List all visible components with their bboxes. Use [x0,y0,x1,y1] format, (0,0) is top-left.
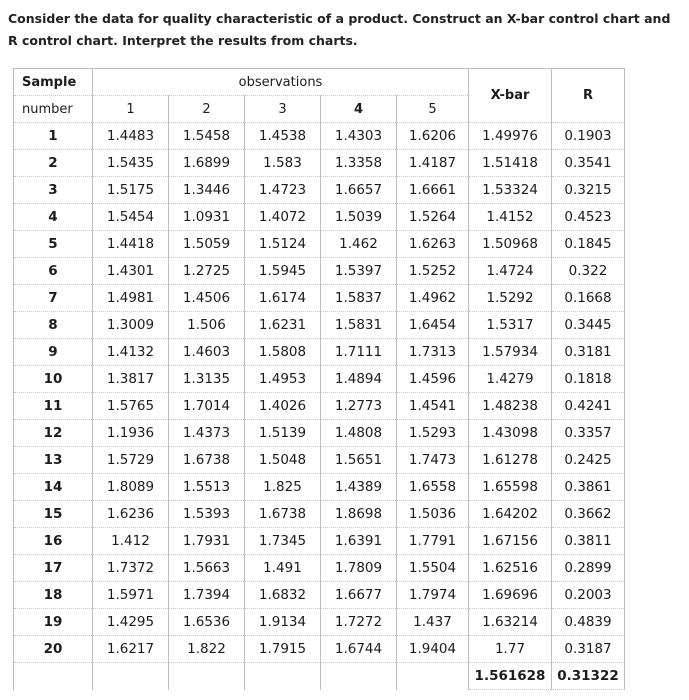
observation-cell: 1.6454 [397,312,469,339]
table-row [14,501,625,528]
observation-cell: 1.7915 [245,636,321,663]
sample-number-cell: 1 [14,123,93,150]
observation-cell: 1.5729 [93,447,169,474]
table-row [14,177,625,204]
observation-cell: 1.7111 [321,339,397,366]
table-row [14,528,625,555]
observation-cell: 1.6899 [169,150,245,177]
xbar-cell: 1.62516 [469,555,552,582]
sample-number-cell: 12 [14,420,93,447]
range-cell: 0.3541 [552,150,625,177]
observation-cell: 1.4981 [93,285,169,312]
observation-cell: 1.6236 [93,501,169,528]
r-header: R [552,69,625,123]
range-cell: 0.3187 [552,636,625,663]
observation-cell: 1.2773 [321,393,397,420]
observation-cell: 1.3817 [93,366,169,393]
observation-cell: 1.5837 [321,285,397,312]
observation-cell: 1.0931 [169,204,245,231]
table-row [14,447,625,474]
observation-cell: 1.4373 [169,420,245,447]
observation-cell: 1.3358 [321,150,397,177]
sample-number-cell: 18 [14,582,93,609]
xbar-cell: 1.53324 [469,177,552,204]
header-row-1 [14,69,625,96]
sample-number-cell: 7 [14,285,93,312]
empty-cell [169,663,245,690]
question-text: Consider the data for quality characteristic of a product. Construct an X-bar control chart and R control chart. Interpret the results from charts. [8,11,671,48]
sample-number-cell: 4 [14,204,93,231]
sample-header-line1: Sample [14,69,93,96]
sample-number-cell: 13 [14,447,93,474]
observation-cell: 1.4295 [93,609,169,636]
sample-header-line2: number [14,96,93,123]
observation-cell: 1.8698 [321,501,397,528]
xbar-cell: 1.5292 [469,285,552,312]
sample-number-cell: 6 [14,258,93,285]
xbar-header: X-bar [469,69,552,123]
range-cell: 0.1845 [552,231,625,258]
xbar-cell: 1.5317 [469,312,552,339]
observation-cell: 1.5458 [169,123,245,150]
observation-cell: 1.6231 [245,312,321,339]
xbar-cell: 1.61278 [469,447,552,474]
xbar-cell: 1.67156 [469,528,552,555]
sample-number-cell: 14 [14,474,93,501]
observation-cell: 1.4026 [245,393,321,420]
xbar-cell: 1.43098 [469,420,552,447]
observation-cell: 1.6832 [245,582,321,609]
observation-cell: 1.5971 [93,582,169,609]
table-row [14,366,625,393]
observation-cell: 1.4723 [245,177,321,204]
observation-cell: 1.5039 [321,204,397,231]
table-row [14,636,625,663]
observation-cell: 1.5048 [245,447,321,474]
empty-cell [397,663,469,690]
observation-cell: 1.4072 [245,204,321,231]
range-cell: 0.2899 [552,555,625,582]
observation-cell: 1.4808 [321,420,397,447]
sample-number-cell: 9 [14,339,93,366]
observation-cell: 1.8089 [93,474,169,501]
observation-cell: 1.6738 [169,447,245,474]
empty-cell [321,663,397,690]
sample-number-cell: 8 [14,312,93,339]
empty-cell [245,663,321,690]
observation-cell: 1.7394 [169,582,245,609]
observation-cell: 1.5252 [397,258,469,285]
observation-cell: 1.6263 [397,231,469,258]
range-cell: 0.1903 [552,123,625,150]
observation-cell: 1.9134 [245,609,321,636]
observation-cell: 1.5808 [245,339,321,366]
xbar-cell: 1.69696 [469,582,552,609]
xbar-cell: 1.4279 [469,366,552,393]
table-row [14,312,625,339]
observation-cell: 1.5435 [93,150,169,177]
observation-cell: 1.5504 [397,555,469,582]
observation-cell: 1.2725 [169,258,245,285]
observation-cell: 1.4962 [397,285,469,312]
range-cell: 0.1818 [552,366,625,393]
observations-header: observations [93,69,469,96]
observation-cell: 1.6174 [245,285,321,312]
observation-cell: 1.4596 [397,366,469,393]
mean-range-r: 0.31322 [552,663,625,690]
observation-cell: 1.5831 [321,312,397,339]
observation-cell: 1.4538 [245,123,321,150]
sample-number-cell: 20 [14,636,93,663]
table-row [14,339,625,366]
table-row [14,258,625,285]
observation-cell: 1.4187 [397,150,469,177]
observation-cell: 1.6677 [321,582,397,609]
observation-cell: 1.6738 [245,501,321,528]
table-row [14,555,625,582]
xbar-cell: 1.4152 [469,204,552,231]
empty-cell [93,663,169,690]
observation-cell: 1.5393 [169,501,245,528]
obs-col-header: 1 [93,96,169,123]
xbar-cell: 1.77 [469,636,552,663]
range-cell: 0.3662 [552,501,625,528]
table-row [14,204,625,231]
range-cell: 0.4839 [552,609,625,636]
sample-number-cell: 2 [14,150,93,177]
observation-cell: 1.7809 [321,555,397,582]
xbar-cell: 1.4724 [469,258,552,285]
observation-cell: 1.4953 [245,366,321,393]
table-row [14,582,625,609]
observation-cell: 1.6661 [397,177,469,204]
observation-cell: 1.4418 [93,231,169,258]
observation-cell: 1.4303 [321,123,397,150]
observation-cell: 1.7974 [397,582,469,609]
observation-cell: 1.5124 [245,231,321,258]
observation-cell: 1.6744 [321,636,397,663]
sample-number-cell: 16 [14,528,93,555]
observation-cell: 1.6657 [321,177,397,204]
observation-cell: 1.5175 [93,177,169,204]
xbar-cell: 1.50968 [469,231,552,258]
table-row [14,231,625,258]
sample-number-cell: 11 [14,393,93,420]
range-cell: 0.4523 [552,204,625,231]
observation-cell: 1.3446 [169,177,245,204]
observation-cell: 1.7372 [93,555,169,582]
observation-cell: 1.4506 [169,285,245,312]
observation-cell: 1.462 [321,231,397,258]
obs-col-header: 4 [321,96,397,123]
observation-cell: 1.437 [397,609,469,636]
observation-cell: 1.506 [169,312,245,339]
sample-number-cell: 17 [14,555,93,582]
sample-number-cell: 19 [14,609,93,636]
grand-mean-xbar: 1.561628 [469,663,552,690]
table-row [14,285,625,312]
range-cell: 0.3357 [552,420,625,447]
range-cell: 0.4241 [552,393,625,420]
observation-cell: 1.9404 [397,636,469,663]
xbar-cell: 1.48238 [469,393,552,420]
observation-cell: 1.4603 [169,339,245,366]
observation-cell: 1.3009 [93,312,169,339]
observation-cell: 1.822 [169,636,245,663]
observation-cell: 1.7345 [245,528,321,555]
sample-number-cell: 10 [14,366,93,393]
observation-cell: 1.5139 [245,420,321,447]
observation-cell: 1.5765 [93,393,169,420]
table-row [14,123,625,150]
observation-cell: 1.412 [93,528,169,555]
range-cell: 0.2425 [552,447,625,474]
observation-cell: 1.7313 [397,339,469,366]
observation-cell: 1.5513 [169,474,245,501]
range-cell: 0.3215 [552,177,625,204]
observation-cell: 1.5293 [397,420,469,447]
observation-cell: 1.7473 [397,447,469,474]
observation-cell: 1.5264 [397,204,469,231]
empty-cell [14,663,93,690]
observation-cell: 1.6536 [169,609,245,636]
xbar-cell: 1.63214 [469,609,552,636]
sample-number-cell: 15 [14,501,93,528]
quality-data-table [13,68,625,690]
xbar-cell: 1.65598 [469,474,552,501]
observation-cell: 1.6206 [397,123,469,150]
range-cell: 0.3181 [552,339,625,366]
observation-cell: 1.5945 [245,258,321,285]
observation-cell: 1.7014 [169,393,245,420]
observation-cell: 1.6558 [397,474,469,501]
observation-cell: 1.4132 [93,339,169,366]
observation-cell: 1.1936 [93,420,169,447]
table-row [14,609,625,636]
table-row [14,393,625,420]
observation-cell: 1.5651 [321,447,397,474]
observation-cell: 1.4389 [321,474,397,501]
observation-cell: 1.7272 [321,609,397,636]
totals-row [14,663,625,690]
observation-cell: 1.6217 [93,636,169,663]
observation-cell: 1.4483 [93,123,169,150]
range-cell: 0.3811 [552,528,625,555]
observation-cell: 1.7791 [397,528,469,555]
observation-cell: 1.5663 [169,555,245,582]
range-cell: 0.3445 [552,312,625,339]
observation-cell: 1.5397 [321,258,397,285]
obs-col-header: 2 [169,96,245,123]
observation-cell: 1.825 [245,474,321,501]
xbar-cell: 1.51418 [469,150,552,177]
observation-cell: 1.4541 [397,393,469,420]
observation-cell: 1.4894 [321,366,397,393]
range-cell: 0.2003 [552,582,625,609]
observation-cell: 1.6391 [321,528,397,555]
range-cell: 0.1668 [552,285,625,312]
xbar-cell: 1.49976 [469,123,552,150]
sample-number-cell: 5 [14,231,93,258]
observation-cell: 1.5454 [93,204,169,231]
table-row [14,420,625,447]
obs-col-header: 5 [397,96,469,123]
sample-number-cell: 3 [14,177,93,204]
range-cell: 0.3861 [552,474,625,501]
observation-cell: 1.5036 [397,501,469,528]
table-row [14,150,625,177]
observation-cell: 1.583 [245,150,321,177]
observation-cell: 1.4301 [93,258,169,285]
xbar-cell: 1.57934 [469,339,552,366]
xbar-cell: 1.64202 [469,501,552,528]
observation-cell: 1.5059 [169,231,245,258]
range-cell: 0.322 [552,258,625,285]
observation-cell: 1.3135 [169,366,245,393]
table-row [14,474,625,501]
obs-col-header: 3 [245,96,321,123]
observation-cell: 1.7931 [169,528,245,555]
observation-cell: 1.491 [245,555,321,582]
